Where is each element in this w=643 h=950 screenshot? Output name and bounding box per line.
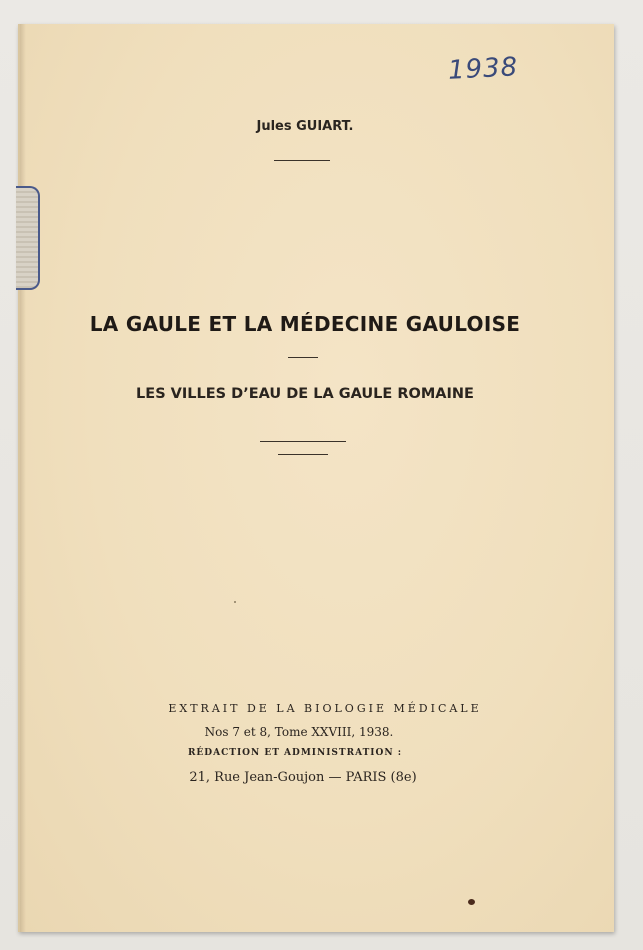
double-rule-lower <box>278 454 328 455</box>
title-divider <box>288 357 318 358</box>
editorial-label: RÉDACTION ET ADMINISTRATION : <box>187 748 403 758</box>
ink-spot <box>468 899 475 905</box>
document-subtitle: LES VILLES D’EAU DE LA GAULE ROMAINE <box>136 386 474 402</box>
publisher-address: 21, Rue Jean-Goujon — PARIS (8e) <box>189 770 417 785</box>
author-name: Jules GUIART. <box>256 119 354 134</box>
double-rule-upper <box>260 441 346 442</box>
author-divider <box>274 160 330 161</box>
issue-info: Nos 7 et 8, Tome XXVIII, 1938. <box>204 725 394 739</box>
document-title: LA GAULE ET LA MÉDECINE GAULOISE <box>89 312 521 336</box>
publication-source: EXTRAIT DE LA BIOLOGIE MÉDICALE <box>168 702 482 715</box>
paper-speck <box>234 601 236 603</box>
document-cover-page <box>18 24 614 932</box>
handwritten-year: 1938 <box>447 52 519 86</box>
binding-tab <box>16 186 40 290</box>
